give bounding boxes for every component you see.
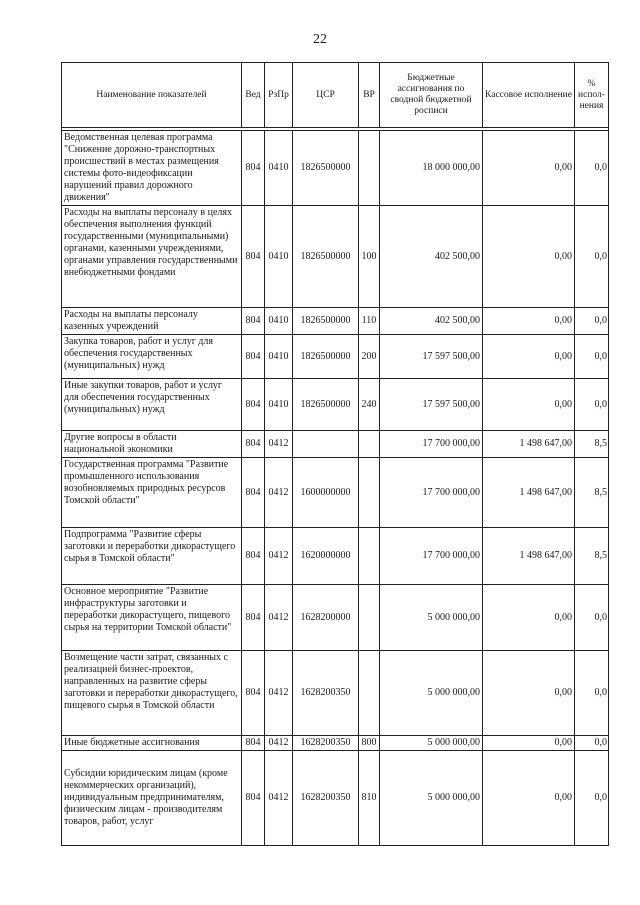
column-header-pct: % испол-нения (575, 63, 609, 128)
row-csr: 1628200350 (293, 736, 359, 751)
row-csr: 1826500000 (293, 308, 359, 335)
row-ved: 804 (242, 335, 265, 379)
row-rzpr: 0412 (265, 528, 293, 585)
row-ved: 804 (242, 751, 265, 846)
row-ved: 804 (242, 736, 265, 751)
row-name: Расходы на выплаты персоналу казенных учреждений (62, 308, 242, 335)
row-budget: 17 700 000,00 (380, 458, 483, 528)
row-vr (359, 651, 380, 736)
row-vr: 800 (359, 736, 380, 751)
row-csr: 1600000000 (293, 458, 359, 528)
table-row (62, 335, 609, 379)
row-ved: 804 (242, 131, 265, 206)
row-budget: 17 700 000,00 (380, 528, 483, 585)
row-ved: 804 (242, 308, 265, 335)
row-ved: 804 (242, 458, 265, 528)
row-vr: 240 (359, 379, 380, 431)
row-pct: 0,0 (575, 131, 609, 206)
row-vr: 110 (359, 308, 380, 335)
row-cash: 1 498 647,00 (483, 528, 575, 585)
row-budget: 18 000 000,00 (380, 131, 483, 206)
row-cash: 0,00 (483, 379, 575, 431)
column-header-vr: ВР (359, 63, 380, 128)
row-vr: 200 (359, 335, 380, 379)
row-rzpr: 0410 (265, 335, 293, 379)
budget-execution-table (61, 62, 609, 846)
row-budget: 5 000 000,00 (380, 651, 483, 736)
row-cash: 0,00 (483, 131, 575, 206)
column-header-ved: Вед (242, 63, 265, 128)
row-csr: 1826500000 (293, 379, 359, 431)
row-vr (359, 458, 380, 528)
row-rzpr: 0410 (265, 131, 293, 206)
row-name: Иные бюджетные ассигнования (62, 736, 242, 751)
row-cash: 0,00 (483, 335, 575, 379)
table-row (62, 736, 609, 751)
row-pct: 0,0 (575, 206, 609, 308)
row-rzpr: 0412 (265, 736, 293, 751)
row-vr (359, 585, 380, 651)
row-name: Государственная программа "Развитие промышленного использования возобновляемых природных ресурсов Томской области" (62, 458, 242, 528)
row-vr (359, 528, 380, 585)
row-cash: 0,00 (483, 751, 575, 846)
row-pct: 0,0 (575, 335, 609, 379)
row-vr (359, 131, 380, 206)
column-header-rzpr: РзПр (265, 63, 293, 128)
row-budget: 402 500,00 (380, 308, 483, 335)
row-csr: 1628200350 (293, 651, 359, 736)
row-cash: 0,00 (483, 585, 575, 651)
table-row (62, 751, 609, 846)
table-row (62, 458, 609, 528)
table-row (62, 308, 609, 335)
row-name: Основное мероприятие "Развитие инфраструктуры заготовки и переработки дикорастущего, пищевого сырья на территории Томской области" (62, 585, 242, 651)
table-row (62, 585, 609, 651)
row-name: Субсидии юридическим лицам (кроме некоммерческих организаций), индивидуальным предпринимателям, физическим лицам - производителям товаров, работ, услуг (62, 751, 242, 846)
row-rzpr: 0412 (265, 458, 293, 528)
row-csr: 1826500000 (293, 335, 359, 379)
row-rzpr: 0410 (265, 206, 293, 308)
row-cash: 0,00 (483, 308, 575, 335)
row-name: Возмещение части затрат, связанных с реализацией бизнес-проектов, направленных на развитие сферы заготовки и переработки дикорастущего, пищевого сырья в Томской области (62, 651, 242, 736)
row-budget: 5 000 000,00 (380, 751, 483, 846)
table-row (62, 528, 609, 585)
row-vr: 100 (359, 206, 380, 308)
row-pct: 0,0 (575, 651, 609, 736)
row-name: Расходы на выплаты персоналу в целях обеспечения выполнения функций государственными (муниципальными) органами, казенными учреждениями, органами управления государственными внебюджетными фондами (62, 206, 242, 308)
row-csr: 1826500000 (293, 206, 359, 308)
row-csr: 1620000000 (293, 528, 359, 585)
row-csr: 1628200350 (293, 751, 359, 846)
row-vr (359, 431, 380, 458)
row-ved: 804 (242, 528, 265, 585)
page-number: 22 (313, 32, 327, 47)
row-cash: 0,00 (483, 736, 575, 751)
row-pct: 0,0 (575, 736, 609, 751)
table-row (62, 206, 609, 308)
row-pct: 0,0 (575, 751, 609, 846)
row-csr: 1628200000 (293, 585, 359, 651)
table-row (62, 431, 609, 458)
column-header-budget: Бюджетные ассигнования по сводной бюджетной росписи (380, 63, 483, 128)
row-ved: 804 (242, 206, 265, 308)
row-ved: 804 (242, 431, 265, 458)
row-csr: 1826500000 (293, 131, 359, 206)
table-row (62, 379, 609, 431)
table-header-row (62, 63, 609, 128)
row-csr (293, 431, 359, 458)
row-budget: 5 000 000,00 (380, 736, 483, 751)
row-rzpr: 0412 (265, 585, 293, 651)
row-cash: 0,00 (483, 206, 575, 308)
row-budget: 17 597 500,00 (380, 335, 483, 379)
row-rzpr: 0410 (265, 379, 293, 431)
row-cash: 0,00 (483, 651, 575, 736)
row-rzpr: 0412 (265, 651, 293, 736)
row-pct: 8,5 (575, 528, 609, 585)
row-ved: 804 (242, 379, 265, 431)
row-pct: 0,0 (575, 585, 609, 651)
row-pct: 8,5 (575, 458, 609, 528)
row-cash: 1 498 647,00 (483, 431, 575, 458)
row-rzpr: 0412 (265, 751, 293, 846)
table-row (62, 651, 609, 736)
row-budget: 17 597 500,00 (380, 379, 483, 431)
row-pct: 8,5 (575, 431, 609, 458)
column-header-cash: Кассовое исполнение (483, 63, 575, 128)
row-ved: 804 (242, 651, 265, 736)
row-name: Иные закупки товаров, работ и услуг для обеспечения государственных (муниципальных) нужд (62, 379, 242, 431)
column-header-csr: ЦСР (293, 63, 359, 128)
row-name: Закупка товаров, работ и услуг для обеспечения государственных (муниципальных) нужд (62, 335, 242, 379)
row-cash: 1 498 647,00 (483, 458, 575, 528)
row-name: Ведомственная целевая программа "Снижение дорожно-транспортных происшествий в местах размещения системы фото-видеофиксации нарушений правил дорожного движения" (62, 131, 242, 206)
row-budget: 17 700 000,00 (380, 431, 483, 458)
row-rzpr: 0410 (265, 308, 293, 335)
table-row (62, 131, 609, 206)
row-rzpr: 0412 (265, 431, 293, 458)
row-pct: 0,0 (575, 379, 609, 431)
row-name: Подпрограмма "Развитие сферы заготовки и переработки дикорастущего сырья в Томской области" (62, 528, 242, 585)
row-budget: 402 500,00 (380, 206, 483, 308)
row-ved: 804 (242, 585, 265, 651)
row-pct: 0,0 (575, 308, 609, 335)
row-name: Другие вопросы в области национальной экономики (62, 431, 242, 458)
column-header-name: Наименование показателей (62, 63, 242, 128)
row-vr: 810 (359, 751, 380, 846)
row-budget: 5 000 000,00 (380, 585, 483, 651)
